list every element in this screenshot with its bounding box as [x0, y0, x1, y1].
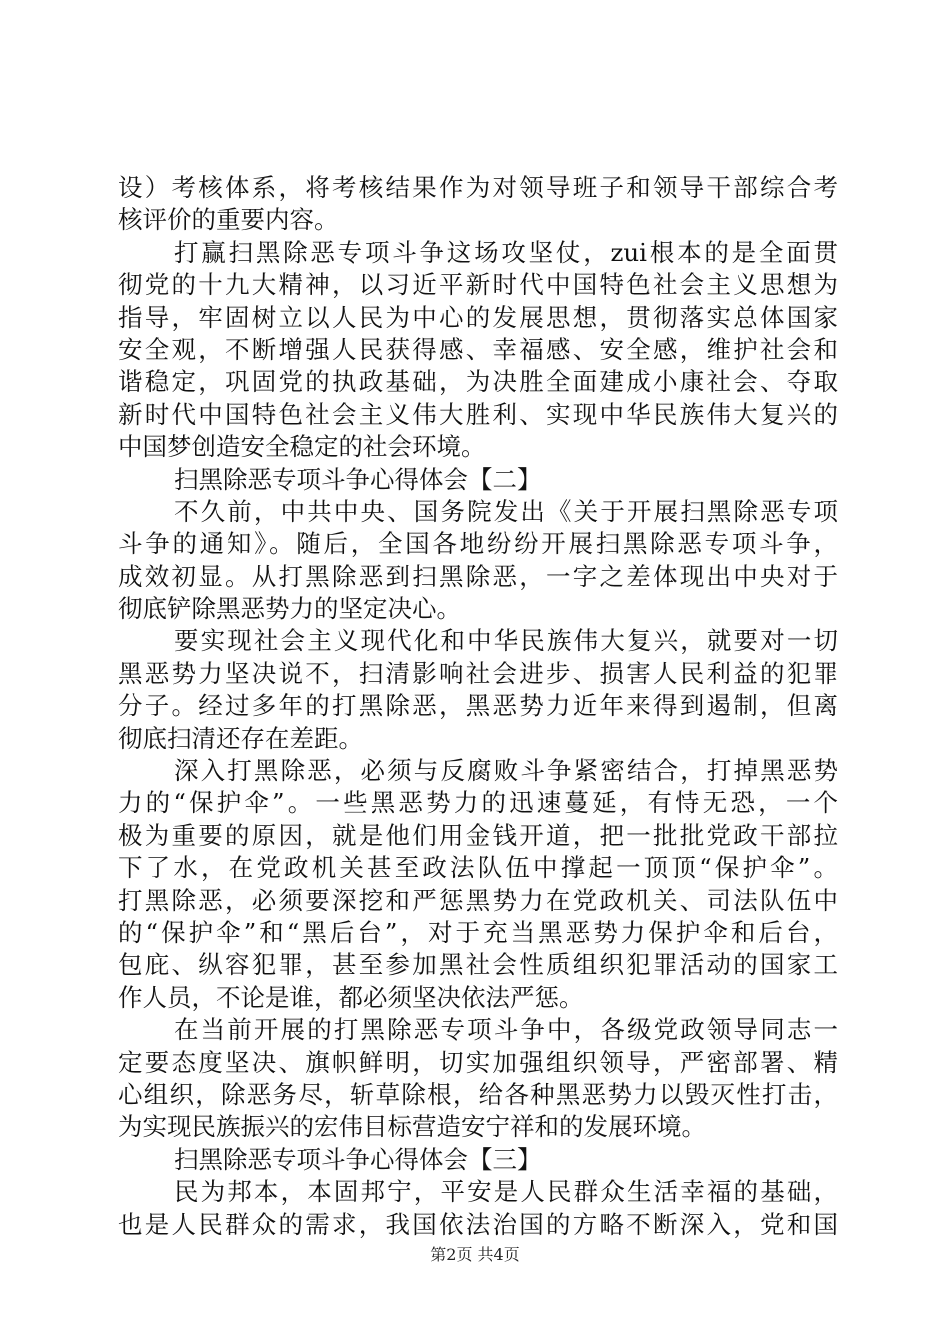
text-line: 彻底铲除黑恶势力的坚定决心。 [118, 594, 461, 624]
text-line: 深入打黑除恶，必须与反腐败斗争紧密结合，打掉黑恶势 [174, 756, 838, 786]
text-line: 不久前，中共中央、国务院发出《关于开展扫黑除恶专项 [174, 496, 838, 526]
text-line: 下了水，在党政机关甚至政法队伍中撑起一顶顶“保护伞”。 [118, 853, 838, 883]
text-line: 包庇、纵容犯罪，甚至参加黑社会性质组织犯罪活动的国家工 [118, 950, 838, 980]
page-number: 第2页 共4页 [430, 1245, 520, 1264]
text-line: 分子。经过多年的打黑除恶，黑恶势力近年来得到遏制，但离 [118, 691, 838, 721]
text-line: 在当前开展的打黑除恶专项斗争中，各级党政领导同志一 [174, 1015, 838, 1045]
text-line: 力的“保护伞”。一些黑恶势力的迅速蔓延，有恃无恐，一个 [118, 788, 838, 818]
text-line: 的“保护伞”和“黑后台”，对于充当黑恶势力保护伞和后台， [118, 917, 838, 947]
text-line: 安全观，不断增强人民获得感、幸福感、安全感，维护社会和 [118, 334, 838, 364]
text-line: 要实现社会主义现代化和中华民族伟大复兴，就要对一切 [174, 626, 838, 656]
text-line: 斗争的通知》。随后，全国各地纷纷开展扫黑除恶专项斗争， [118, 529, 838, 559]
section-heading: 扫黑除恶专项斗争心得体会【二】 [174, 464, 542, 494]
text-line: 打赢扫黑除恶专项斗争这场攻坚仗，zui根本的是全面贯 [174, 237, 838, 267]
text-line: 心组织，除恶务尽，斩草除根，给各种黑恶势力以毁灭性打击， [118, 1079, 838, 1109]
page-footer [0, 1245, 950, 1265]
text-line: 谐稳定，巩固党的执政基础，为决胜全面建成小康社会、夺取 [118, 367, 838, 397]
text-line: 核评价的重要内容。 [118, 205, 339, 235]
document-body [118, 172, 838, 1241]
text-line: 彻底扫清还存在差距。 [118, 723, 363, 753]
text-line: 定要态度坚决、旗帜鲜明，切实加强组织领导，严密部署、精 [118, 1047, 838, 1077]
text-line: 为实现民族振兴的宏伟目标营造安宁祥和的发展环境。 [118, 1112, 706, 1142]
text-line: 民为邦本，本固邦宁，平安是人民群众生活幸福的基础， [174, 1177, 838, 1207]
text-line: 中国梦创造安全稳定的社会环境。 [118, 432, 486, 462]
text-line: 新时代中国特色社会主义伟大胜利、实现中华民族伟大复兴的 [118, 399, 838, 429]
text-line: 指导，牢固树立以人民为中心的发展思想，贯彻落实总体国家 [118, 302, 838, 332]
text-line: 作人员，不论是谁，都必须坚决依法严惩。 [118, 982, 584, 1012]
text-line: 设）考核体系，将考核结果作为对领导班子和领导干部综合考 [118, 173, 838, 202]
text-line: 黑恶势力坚决说不，扫清影响社会进步、损害人民利益的犯罪 [118, 658, 838, 688]
text-line: 成效初显。从打黑除恶到扫黑除恶，一字之差体现出中央对于 [118, 561, 838, 591]
section-heading: 扫黑除恶专项斗争心得体会【三】 [174, 1144, 542, 1174]
text-line: 也是人民群众的需求，我国依法治国的方略不断深入，党和国 [118, 1209, 838, 1239]
text-line: 打黑除恶，必须要深挖和严惩黑势力在党政机关、司法队伍中 [118, 885, 838, 915]
text-line: 极为重要的原因，就是他们用金钱开道，把一批批党政干部拉 [118, 820, 838, 850]
text-line: 彻党的十九大精神，以习近平新时代中国特色社会主义思想为 [118, 270, 838, 300]
